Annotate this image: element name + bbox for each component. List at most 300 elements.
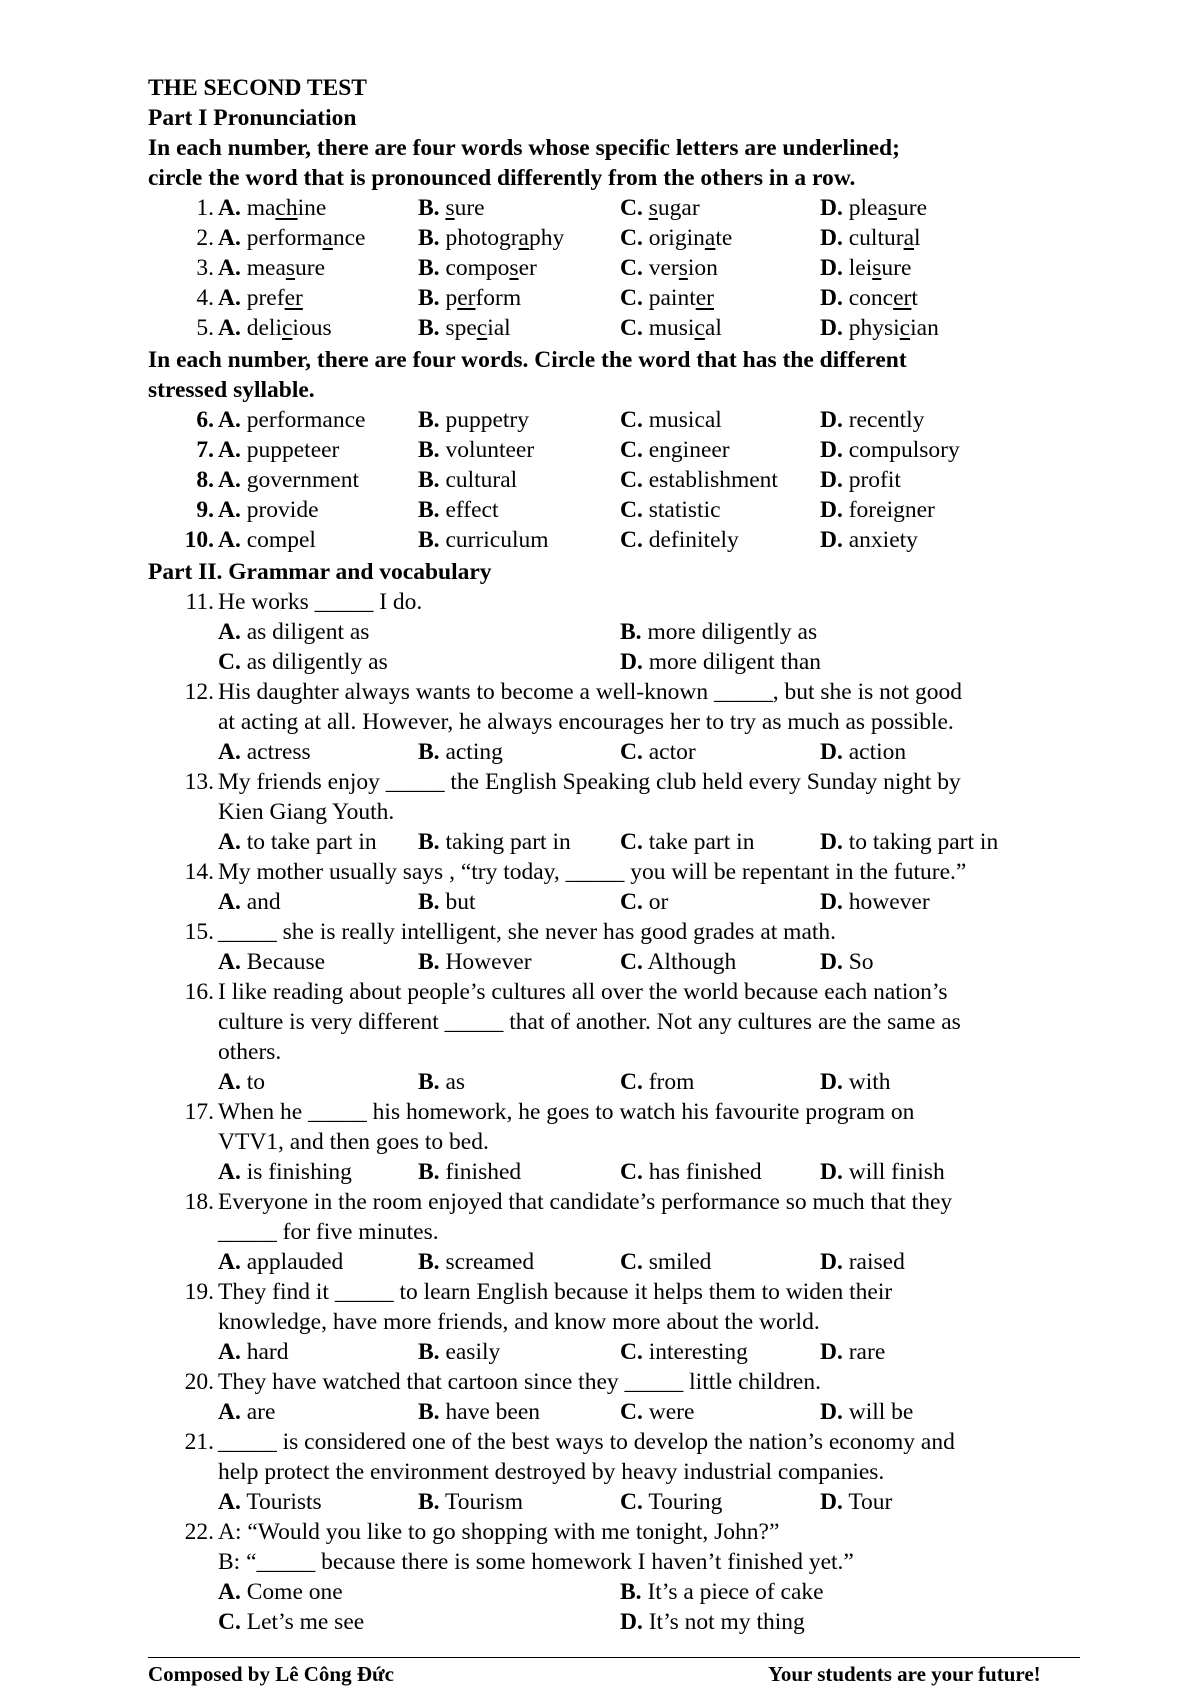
option-letter: C. <box>620 285 643 311</box>
answer-option[interactable] <box>218 827 377 857</box>
answer-option[interactable] <box>218 947 325 977</box>
option-letter: B. <box>620 619 642 645</box>
answer-option[interactable] <box>820 465 901 495</box>
footer-divider <box>148 1657 1080 1658</box>
question-number: 7. <box>196 437 214 463</box>
option-letter: C. <box>620 889 643 915</box>
option-word: anxiety <box>848 527 918 553</box>
option-letter: A. <box>218 255 241 281</box>
option-letter: C. <box>218 1609 241 1635</box>
answer-option[interactable] <box>820 1247 905 1277</box>
option-letter: C. <box>620 467 643 493</box>
option-letter: C. <box>620 1069 643 1095</box>
option-text: rare <box>848 1339 886 1365</box>
option-letter: B. <box>418 1489 440 1515</box>
option-word-part: ial <box>487 315 511 341</box>
answer-option[interactable] <box>218 465 359 495</box>
option-letter: B. <box>418 315 440 341</box>
answer-option[interactable] <box>418 313 511 343</box>
footer-author: Composed by Lê Công Đức <box>148 1662 394 1686</box>
question-text: _____ for five minutes. <box>218 1219 439 1245</box>
answer-option[interactable] <box>418 495 499 525</box>
option-letter: A. <box>218 527 241 553</box>
option-word-part: ure <box>295 255 326 281</box>
answer-option[interactable] <box>820 253 911 283</box>
part1-heading: Part I Pronunciation <box>148 105 357 131</box>
question-text: My mother usually says , “try today, _____ you will be repentant in the future.” <box>218 859 967 885</box>
option-word-part: photogr <box>445 225 519 251</box>
answer-option[interactable] <box>218 1397 275 1427</box>
answer-option[interactable] <box>820 193 927 223</box>
answer-option[interactable] <box>418 193 485 223</box>
answer-option[interactable] <box>820 737 906 767</box>
option-letter: B. <box>418 949 440 975</box>
question-number: 11. <box>185 589 214 615</box>
instruction-line: stressed syllable. <box>148 377 315 403</box>
option-letter: C. <box>620 255 643 281</box>
question-number: 3. <box>196 255 214 281</box>
option-word: foreigner <box>848 497 935 523</box>
option-letter: A. <box>218 1399 241 1425</box>
answer-option[interactable] <box>620 405 722 435</box>
answer-option[interactable] <box>418 435 534 465</box>
option-letter: D. <box>820 527 843 553</box>
option-word: definitely <box>648 527 739 553</box>
option-letter: A. <box>218 1339 241 1365</box>
option-word-part: phy <box>528 225 565 251</box>
answer-option[interactable] <box>218 1247 343 1277</box>
answer-option[interactable] <box>620 313 722 343</box>
option-text: more diligently as <box>647 619 818 645</box>
option-word: puppeteer <box>246 437 340 463</box>
question-number: 2. <box>196 225 214 251</box>
option-text: smiled <box>648 1249 712 1275</box>
option-text: actor <box>648 739 696 765</box>
option-word: curriculum <box>445 527 549 553</box>
option-text: were <box>648 1399 695 1425</box>
answer-option[interactable] <box>218 1157 352 1187</box>
answer-option[interactable] <box>820 495 935 525</box>
underlined-letters: a <box>704 225 716 251</box>
question-number: 21. <box>184 1429 214 1455</box>
option-word-part: mea <box>246 255 286 281</box>
question-number: 1. <box>196 195 214 221</box>
answer-option[interactable] <box>620 1397 694 1427</box>
underlined-letters: s <box>872 255 882 281</box>
option-letter: C. <box>620 1249 643 1275</box>
underlined-letters: s <box>445 195 455 221</box>
question-number: 6. <box>196 407 214 433</box>
answer-option[interactable] <box>418 405 529 435</box>
answer-option[interactable] <box>620 495 721 525</box>
question-number: 15. <box>184 919 214 945</box>
option-letter: B. <box>418 437 440 463</box>
question-number: 18. <box>184 1189 214 1215</box>
question-number: 19. <box>184 1279 214 1305</box>
option-word-part: cultur <box>848 225 904 251</box>
option-letter: D. <box>820 225 843 251</box>
option-letter: B. <box>418 195 440 221</box>
option-text: more diligent than <box>648 649 822 675</box>
question-number: 22. <box>184 1519 214 1545</box>
option-text: Tour <box>848 1489 893 1515</box>
option-word: compel <box>246 527 316 553</box>
option-letter: B. <box>418 1249 440 1275</box>
option-letter: C. <box>620 1489 643 1515</box>
option-word: provide <box>246 497 319 523</box>
answer-option[interactable] <box>820 313 939 343</box>
option-word: profit <box>848 467 901 493</box>
option-word-part: ure <box>897 195 928 221</box>
answer-option[interactable] <box>620 1337 748 1367</box>
option-word-part: compo <box>445 255 510 281</box>
footer-motto: Your students are your future! <box>768 1662 1041 1686</box>
option-letter: A. <box>218 407 241 433</box>
answer-option[interactable] <box>218 283 303 313</box>
option-text: applauded <box>246 1249 344 1275</box>
option-text: and <box>246 889 281 915</box>
answer-option[interactable] <box>218 1337 289 1367</box>
option-letter: A. <box>218 497 241 523</box>
option-word: effect <box>445 497 499 523</box>
answer-option[interactable] <box>218 193 326 223</box>
answer-option[interactable] <box>418 1337 500 1367</box>
answer-option[interactable] <box>218 253 325 283</box>
answer-option[interactable] <box>820 283 918 313</box>
answer-option[interactable] <box>418 947 532 977</box>
option-text: from <box>648 1069 695 1095</box>
option-letter: C. <box>620 949 643 975</box>
test-title: THE SECOND TEST <box>148 75 367 101</box>
underlined-letters: c <box>281 315 293 341</box>
option-letter: C. <box>620 225 643 251</box>
option-word: compulsory <box>848 437 960 463</box>
option-text: are <box>246 1399 276 1425</box>
option-letter: D. <box>820 437 843 463</box>
option-text: action <box>848 739 907 765</box>
question-text: I like reading about people’s cultures all over the world because each nation’s <box>218 979 948 1005</box>
answer-option[interactable] <box>820 1157 945 1187</box>
option-text: to take part in <box>246 829 377 855</box>
option-letter: A. <box>218 315 241 341</box>
option-word-part: ure <box>881 255 912 281</box>
option-letter: B. <box>418 497 440 523</box>
question-text: Everyone in the room enjoyed that candidate’s performance so much that they <box>218 1189 953 1215</box>
option-text: easily <box>445 1339 501 1365</box>
answer-option[interactable] <box>620 283 714 313</box>
option-letter: B. <box>418 1339 440 1365</box>
question-number: 17. <box>184 1099 214 1125</box>
option-word-part: pref <box>246 285 285 311</box>
answer-option[interactable] <box>418 1397 540 1427</box>
question-number: 16. <box>184 979 214 1005</box>
option-word: establishment <box>648 467 778 493</box>
option-text: Touring <box>648 1489 723 1515</box>
option-word: performance <box>246 407 366 433</box>
option-text: as <box>445 1069 466 1095</box>
answer-option[interactable] <box>620 435 730 465</box>
option-letter: A. <box>218 467 241 493</box>
answer-option[interactable] <box>218 405 365 435</box>
answer-option[interactable] <box>820 435 960 465</box>
answer-option[interactable] <box>218 223 365 253</box>
underlined-letters: c <box>899 315 911 341</box>
question-text: others. <box>218 1039 282 1065</box>
answer-option[interactable] <box>620 525 739 555</box>
option-text: Come one <box>246 1579 343 1605</box>
answer-option[interactable] <box>620 947 736 977</box>
option-letter: A. <box>218 225 241 251</box>
answer-option[interactable] <box>620 253 718 283</box>
option-text: screamed <box>445 1249 535 1275</box>
answer-option[interactable] <box>620 617 817 647</box>
option-letter: D. <box>820 829 843 855</box>
answer-option[interactable] <box>418 1067 465 1097</box>
question-number: 5. <box>196 315 214 341</box>
option-text: take part in <box>648 829 755 855</box>
answer-option[interactable] <box>820 1487 892 1517</box>
option-word-part: ion <box>687 255 718 281</box>
option-letter: C. <box>620 1159 643 1185</box>
option-word: government <box>246 467 359 493</box>
option-letter: A. <box>218 619 241 645</box>
option-text: actress <box>246 739 311 765</box>
option-letter: A. <box>218 1489 241 1515</box>
answer-option[interactable] <box>820 405 924 435</box>
answer-option[interactable] <box>218 313 332 343</box>
option-word-part: p <box>445 285 458 311</box>
option-letter: B. <box>418 407 440 433</box>
question-text: When he _____ his homework, he goes to watch his favourite program on <box>218 1099 915 1125</box>
option-letter: D. <box>820 1159 843 1185</box>
question-text: help protect the environment destroyed by heavy industrial companies. <box>218 1459 885 1485</box>
option-word-part: nce <box>332 225 366 251</box>
option-letter: C. <box>620 1339 643 1365</box>
answer-option[interactable] <box>620 1607 805 1637</box>
answer-option[interactable] <box>418 525 549 555</box>
underlined-letters: a <box>518 225 529 251</box>
answer-option[interactable] <box>418 827 571 857</box>
option-word-part: origin <box>648 225 705 251</box>
question-text: at acting at all. However, he always encourages her to try as much as possible. <box>218 709 954 735</box>
option-word: engineer <box>648 437 730 463</box>
option-letter: D. <box>820 1399 843 1425</box>
underlined-letters: s <box>678 255 688 281</box>
option-letter: D. <box>820 1489 843 1515</box>
question-text: _____ is considered one of the best ways to develop the nation’s economy and <box>218 1429 955 1455</box>
option-letter: D. <box>820 497 843 523</box>
answer-option[interactable] <box>620 193 700 223</box>
option-letter: D. <box>820 739 843 765</box>
option-text: Let’s me see <box>246 1609 365 1635</box>
instruction-line: In each number, there are four words whose specific letters are underlined; <box>148 135 900 161</box>
option-word-part: er <box>518 255 537 281</box>
question-text: His daughter always wants to become a well-known _____, but she is not good <box>218 679 963 705</box>
option-letter: D. <box>820 1249 843 1275</box>
option-letter: C. <box>620 195 643 221</box>
answer-option[interactable] <box>820 827 998 857</box>
answer-option[interactable] <box>620 1577 824 1607</box>
answer-option[interactable] <box>418 737 503 767</box>
option-letter: C. <box>620 407 643 433</box>
question-text: _____ she is really intelligent, she never has good grades at math. <box>218 919 837 945</box>
option-text: It’s not my thing <box>648 1609 805 1635</box>
option-word: statistic <box>648 497 721 523</box>
answer-option[interactable] <box>218 1607 364 1637</box>
option-letter: A. <box>218 949 241 975</box>
answer-option[interactable] <box>820 1397 913 1427</box>
question-text: They find it _____ to learn English because it helps them to widen their <box>218 1279 893 1305</box>
option-letter: A. <box>218 437 241 463</box>
answer-option[interactable] <box>620 1487 722 1517</box>
option-word-part: l <box>914 225 921 251</box>
option-letter: A. <box>218 739 241 765</box>
answer-option[interactable] <box>820 947 874 977</box>
option-text: however <box>848 889 930 915</box>
answer-option[interactable] <box>218 887 281 917</box>
option-word-part: ure <box>454 195 485 221</box>
answer-option[interactable] <box>620 887 668 917</box>
option-letter: B. <box>418 1069 440 1095</box>
answer-option[interactable] <box>620 1157 762 1187</box>
option-text: has finished <box>648 1159 762 1185</box>
option-letter: C. <box>620 437 643 463</box>
question-number: 20. <box>184 1369 214 1395</box>
question-text: knowledge, have more friends, and know more about the world. <box>218 1309 820 1335</box>
instruction-line: circle the word that is pronounced differently from the others in a row. <box>148 165 856 191</box>
answer-option[interactable] <box>418 1487 523 1517</box>
option-letter: A. <box>218 1069 241 1095</box>
instruction-line: In each number, there are four words. Circle the word that has the different <box>148 347 907 373</box>
option-text: as diligently as <box>246 649 388 675</box>
answer-option[interactable] <box>218 495 319 525</box>
option-letter: D. <box>820 1069 843 1095</box>
question-text: culture is very different _____ that of another. Not any cultures are the same as <box>218 1009 961 1035</box>
option-text: as diligent as <box>246 619 370 645</box>
option-letter: A. <box>218 829 241 855</box>
option-letter: A. <box>218 889 241 915</box>
answer-option[interactable] <box>418 253 537 283</box>
option-word-part: t <box>911 285 918 311</box>
option-word-part: form <box>475 285 522 311</box>
option-text: Although <box>647 949 737 975</box>
answer-option[interactable] <box>820 887 930 917</box>
option-word-part: perform <box>246 225 323 251</box>
answer-option[interactable] <box>620 223 732 253</box>
answer-option[interactable] <box>218 1067 265 1097</box>
option-letter: D. <box>820 315 843 341</box>
answer-option[interactable] <box>418 887 475 917</box>
option-letter: D. <box>820 467 843 493</box>
option-word: puppetry <box>445 407 529 433</box>
underlined-letters: a <box>903 225 914 251</box>
answer-option[interactable] <box>418 283 521 313</box>
option-letter: B. <box>418 1399 440 1425</box>
option-text: Tourists <box>246 1489 322 1515</box>
answer-option[interactable] <box>418 223 564 253</box>
option-letter: D. <box>820 407 843 433</box>
answer-option[interactable] <box>218 525 316 555</box>
option-letter: A. <box>218 1159 241 1185</box>
option-text: However <box>445 949 532 975</box>
option-text: to taking part in <box>848 829 999 855</box>
answer-option[interactable] <box>218 617 369 647</box>
answer-option[interactable] <box>218 435 339 465</box>
question-number: 8. <box>196 467 214 493</box>
option-letter: B. <box>418 889 440 915</box>
option-text: is finishing <box>246 1159 352 1185</box>
answer-option[interactable] <box>620 1067 694 1097</box>
answer-option[interactable] <box>620 1247 711 1277</box>
answer-option[interactable] <box>820 1067 891 1097</box>
answer-option[interactable] <box>218 737 311 767</box>
option-word-part: plea <box>848 195 888 221</box>
answer-option[interactable] <box>620 737 696 767</box>
underlined-letters: er <box>457 285 476 311</box>
option-text: finished <box>445 1159 522 1185</box>
option-text: acting <box>445 739 503 765</box>
answer-option[interactable] <box>620 647 821 677</box>
answer-option[interactable] <box>820 223 921 253</box>
option-word-part: ver <box>648 255 679 281</box>
option-letter: C. <box>620 527 643 553</box>
question-number: 12. <box>184 679 214 705</box>
underlined-letters: s <box>285 255 296 281</box>
option-letter: B. <box>418 467 440 493</box>
option-word: musical <box>648 407 722 433</box>
answer-option[interactable] <box>620 827 754 857</box>
option-letter: B. <box>418 829 440 855</box>
option-word: cultural <box>445 467 518 493</box>
option-text: hard <box>246 1339 289 1365</box>
answer-option[interactable] <box>820 1337 885 1367</box>
answer-option[interactable] <box>218 1577 343 1607</box>
option-letter: B. <box>418 739 440 765</box>
answer-option[interactable] <box>418 1157 521 1187</box>
option-word-part: physi <box>848 315 900 341</box>
question-number: 4. <box>196 285 214 311</box>
option-letter: D. <box>820 255 843 281</box>
option-text: raised <box>848 1249 905 1275</box>
underlined-letters: s <box>648 195 658 221</box>
option-letter: B. <box>418 285 440 311</box>
option-letter: D. <box>820 949 843 975</box>
underlined-letters: er <box>893 285 912 311</box>
option-word-part: te <box>715 225 733 251</box>
option-word-part: ious <box>292 315 332 341</box>
answer-option[interactable] <box>418 1247 534 1277</box>
option-letter: C. <box>620 1399 643 1425</box>
option-word-part: conc <box>848 285 894 311</box>
option-letter: D. <box>820 195 843 221</box>
answer-option[interactable] <box>620 465 778 495</box>
answer-option[interactable] <box>218 1487 322 1517</box>
underlined-letters: a <box>322 225 333 251</box>
option-text: So <box>848 949 874 975</box>
option-letter: D. <box>820 285 843 311</box>
question-number: 14. <box>184 859 214 885</box>
option-text: or <box>648 889 669 915</box>
option-letter: C. <box>218 649 241 675</box>
question-text: A: “Would you like to go shopping with me tonight, John?” <box>218 1519 780 1545</box>
option-letter: D. <box>620 1609 643 1635</box>
question-number: 13. <box>184 769 214 795</box>
answer-option[interactable] <box>820 525 918 555</box>
answer-option[interactable] <box>418 465 517 495</box>
question-number: 10. <box>184 527 214 553</box>
option-letter: B. <box>418 1159 440 1185</box>
answer-option[interactable] <box>218 647 388 677</box>
